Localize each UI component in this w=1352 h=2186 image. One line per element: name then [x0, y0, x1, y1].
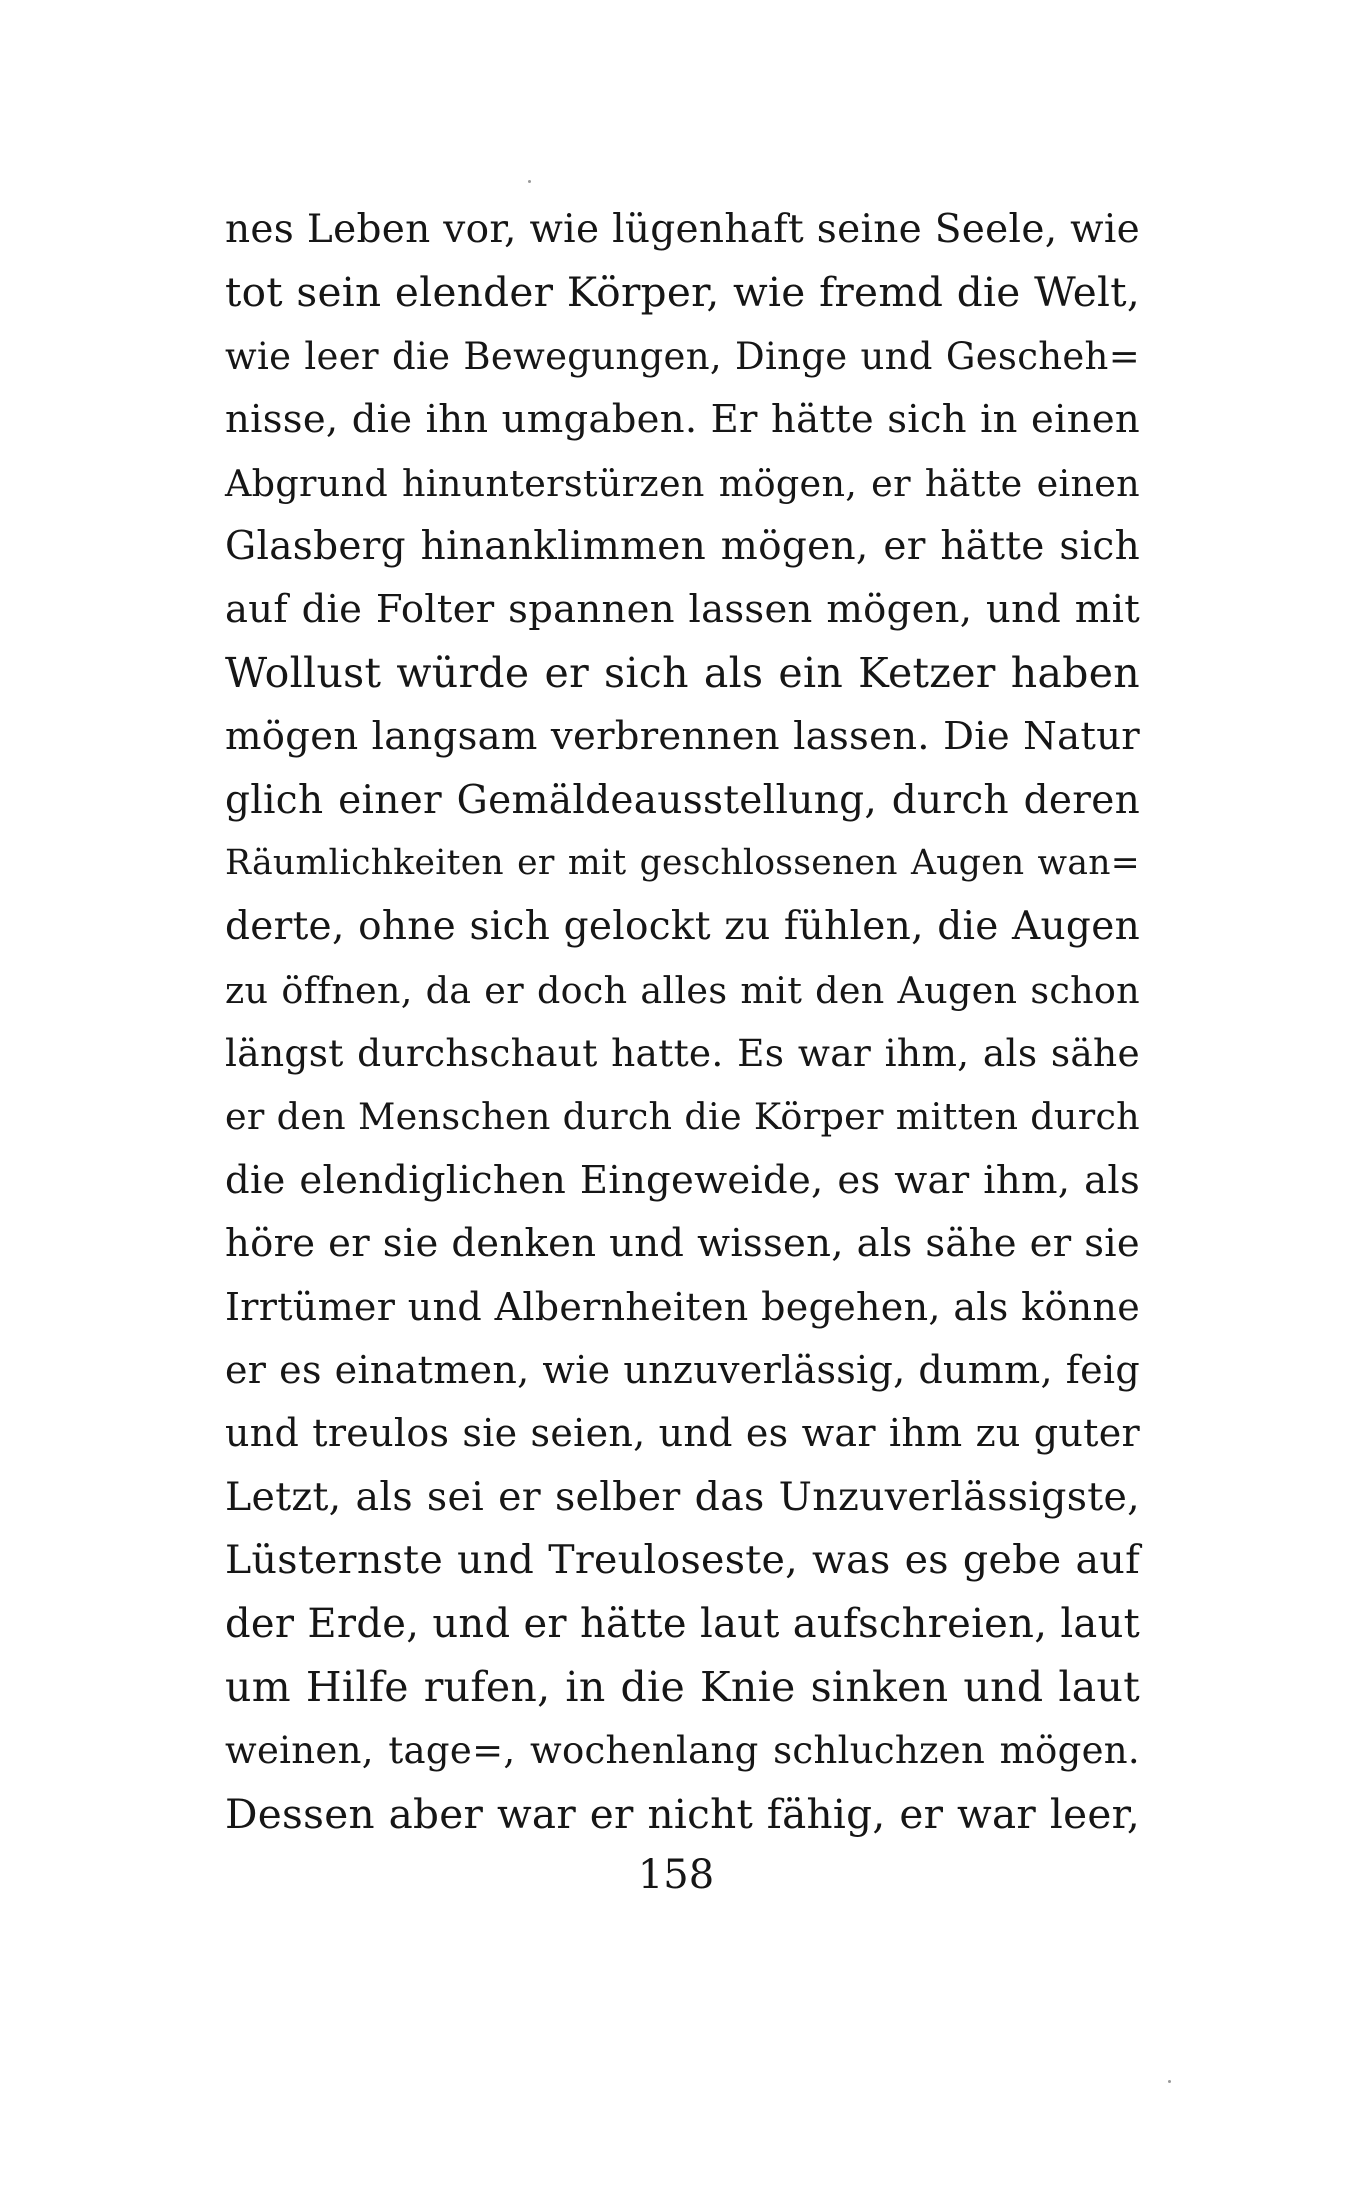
- text-line: Wollust würde er sich als ein Ketzer haben: [225, 648, 1140, 697]
- text-line: mögen langsam verbrennen lassen. Die Natur: [225, 714, 1140, 760]
- text-line: Glasberg hinanklimmen mögen, er hätte sich: [225, 523, 1140, 569]
- text-line: Irrtümer und Albernheiten begehen, als könne: [225, 1284, 1140, 1329]
- text-line: tot sein elender Körper, wie fremd die Welt,: [225, 268, 1140, 317]
- text-line: nisse, die ihn umgaben. Er hätte sich in einen: [225, 397, 1140, 443]
- text-line: wie leer die Bewegungen, Dinge und Gescheh=: [225, 334, 1140, 378]
- text-line: auf die Folter spannen lassen mögen, und mit: [225, 587, 1140, 633]
- text-line: um Hilfe rufen, in die Knie sinken und laut: [225, 1662, 1140, 1711]
- text-line: Abgrund hinunterstürzen mögen, er hätte einen: [225, 461, 1140, 505]
- paper-speck: [528, 180, 531, 183]
- text-line: glich einer Gemäldeausstellung, durch deren: [225, 777, 1140, 823]
- text-line: weinen, tage=, wochenlang schluchzen mögen.: [225, 1729, 1140, 1773]
- text-line: derte, ohne sich gelockt zu fühlen, die Augen: [225, 904, 1140, 950]
- paper-speck: [1168, 2080, 1171, 2083]
- text-line: er den Menschen durch die Körper mitten durch: [225, 1095, 1140, 1139]
- text-line: Lüsternste und Treuloseste, was es gebe auf: [225, 1537, 1140, 1584]
- text-line: der Erde, und er hätte laut aufschreien, laut: [225, 1600, 1140, 1647]
- page-number: 158: [637, 1852, 715, 1898]
- text-line: er es einatmen, wie unzuverlässig, dumm, feig: [225, 1348, 1140, 1393]
- body-text: [225, 198, 1140, 1846]
- text-line: zu öffnen, da er doch alles mit den Augen schon: [225, 968, 1140, 1012]
- text-line: höre er sie denken und wissen, als sähe er sie: [225, 1221, 1140, 1267]
- text-line: die elendiglichen Eingeweide, es war ihm, als: [225, 1157, 1140, 1203]
- text-line: Dessen aber war er nicht fähig, er war leer,: [225, 1789, 1140, 1838]
- text-line: Letzt, als sei er selber das Unzuverlässigste,: [225, 1473, 1140, 1520]
- text-line: längst durchschaut hatte. Es war ihm, als sähe: [225, 1031, 1140, 1076]
- text-line: Räumlichkeiten er mit geschlossenen Augen wan=: [225, 842, 1140, 883]
- text-line: und treulos sie seien, und es war ihm zu guter: [225, 1411, 1140, 1456]
- text-line: nes Leben vor, wie lügenhaft seine Seele, wie: [225, 207, 1140, 252]
